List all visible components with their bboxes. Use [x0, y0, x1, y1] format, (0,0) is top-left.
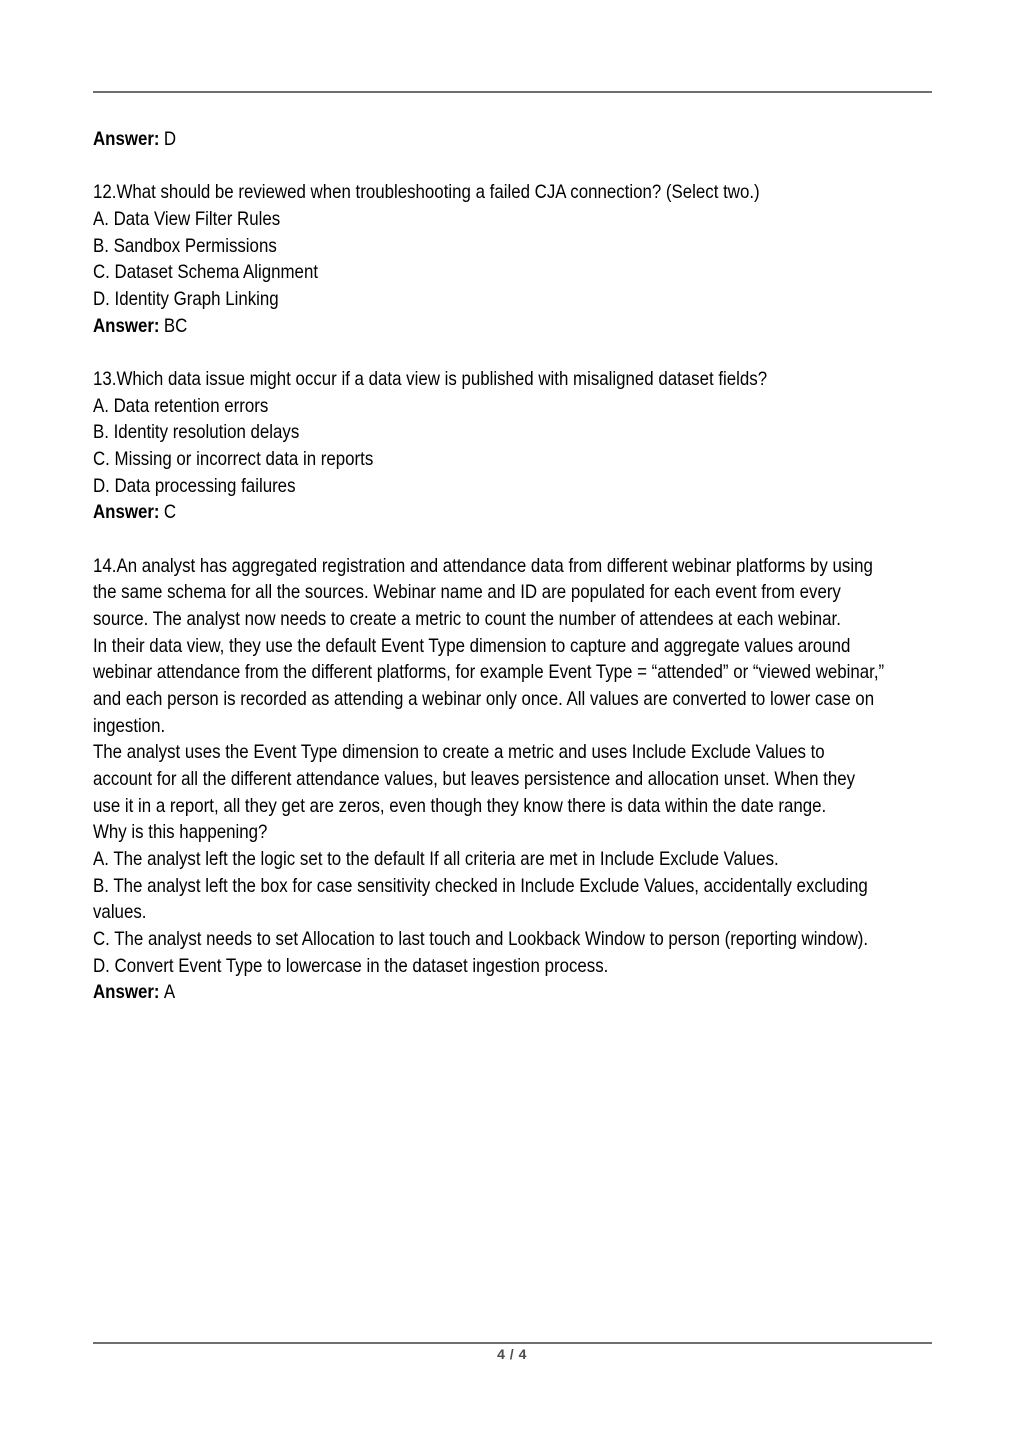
question-14-line: ingestion.: [93, 714, 166, 737]
footer-rule: [93, 1342, 932, 1344]
answer-line: [93, 499, 958, 526]
question-14-line: webinar attendance from the different platforms, for example Event Type = “attended” or “viewed webinar,”: [93, 661, 885, 684]
answer-value: BC: [163, 314, 188, 337]
question-12-option-a: A. Data View Filter Rules: [93, 208, 281, 230]
question-13: [93, 366, 958, 526]
answer-line: [93, 313, 958, 340]
answer-line: [93, 979, 958, 1006]
question-14-option-d: D. Convert Event Type to lowercase in the dataset ingestion process.: [93, 954, 609, 977]
answer-value: A: [163, 981, 176, 1004]
document-content: [93, 0, 958, 1006]
page-number: 4 / 4: [497, 1346, 527, 1362]
question-14-option-c: C. The analyst needs to set Allocation to last touch and Lookback Window to person (reporting window).: [93, 928, 869, 951]
question-12: [93, 179, 958, 339]
answer-label: Answer:: [93, 501, 160, 524]
question-14-line: and each person is recorded as attending a webinar only once. All values are converted to lower case on: [93, 688, 875, 711]
answer-label: Answer:: [93, 981, 160, 1004]
answer-label: Answer:: [93, 128, 160, 150]
question-14-line: 14.An analyst has aggregated registration and attendance data from different webinar platforms by using: [93, 554, 873, 577]
answer-value: D: [163, 128, 177, 150]
question-12-option-b: B. Sandbox Permissions: [93, 234, 277, 257]
question-12-text: 12.What should be reviewed when troubleshooting a failed CJA connection? (Select two.): [93, 181, 760, 204]
question-14-line: source. The analyst now needs to create a metric to count the number of attendees at each webinar.: [93, 608, 841, 631]
question-14-option-b: B. The analyst left the box for case sensitivity checked in Include Exclude Values, accidentally excluding: [93, 874, 868, 897]
answer-label: Answer:: [93, 314, 160, 337]
question-14-option-b-cont: values.: [93, 901, 147, 924]
question-14-line: account for all the different attendance values, but leaves persistence and allocation unset. When they: [93, 768, 856, 791]
question-13-option-d: D. Data processing failures: [93, 474, 296, 497]
question-13-option-a: A. Data retention errors: [93, 394, 269, 417]
answer-value: C: [163, 501, 177, 524]
question-14-line: In their data view, they use the default Event Type dimension to capture and aggregate values around: [93, 634, 851, 657]
question-14-line: use it in a report, all they get are zeros, even though they know there is data within the date range.: [93, 794, 827, 817]
question-13-text: 13.Which data issue might occur if a data view is published with misaligned dataset fields?: [93, 368, 768, 391]
answer-line: [93, 126, 958, 153]
question-12-option-d: D. Identity Graph Linking: [93, 288, 279, 311]
question-14-line: the same schema for all the sources. Webinar name and ID are populated for each event from every: [93, 581, 841, 604]
question-13-option-c: C. Missing or incorrect data in reports: [93, 448, 374, 471]
question-14: [93, 553, 958, 1006]
question-14-option-a: A. The analyst left the logic set to the default If all criteria are met in Include Exclude Values.: [93, 848, 779, 871]
previous-question-answer: [93, 126, 958, 153]
question-14-line: Why is this happening?: [93, 821, 268, 844]
question-12-option-c: C. Dataset Schema Alignment: [93, 261, 319, 284]
question-13-option-b: B. Identity resolution delays: [93, 421, 300, 444]
question-14-line: The analyst uses the Event Type dimension to create a metric and uses Include Exclude Values to: [93, 741, 825, 764]
